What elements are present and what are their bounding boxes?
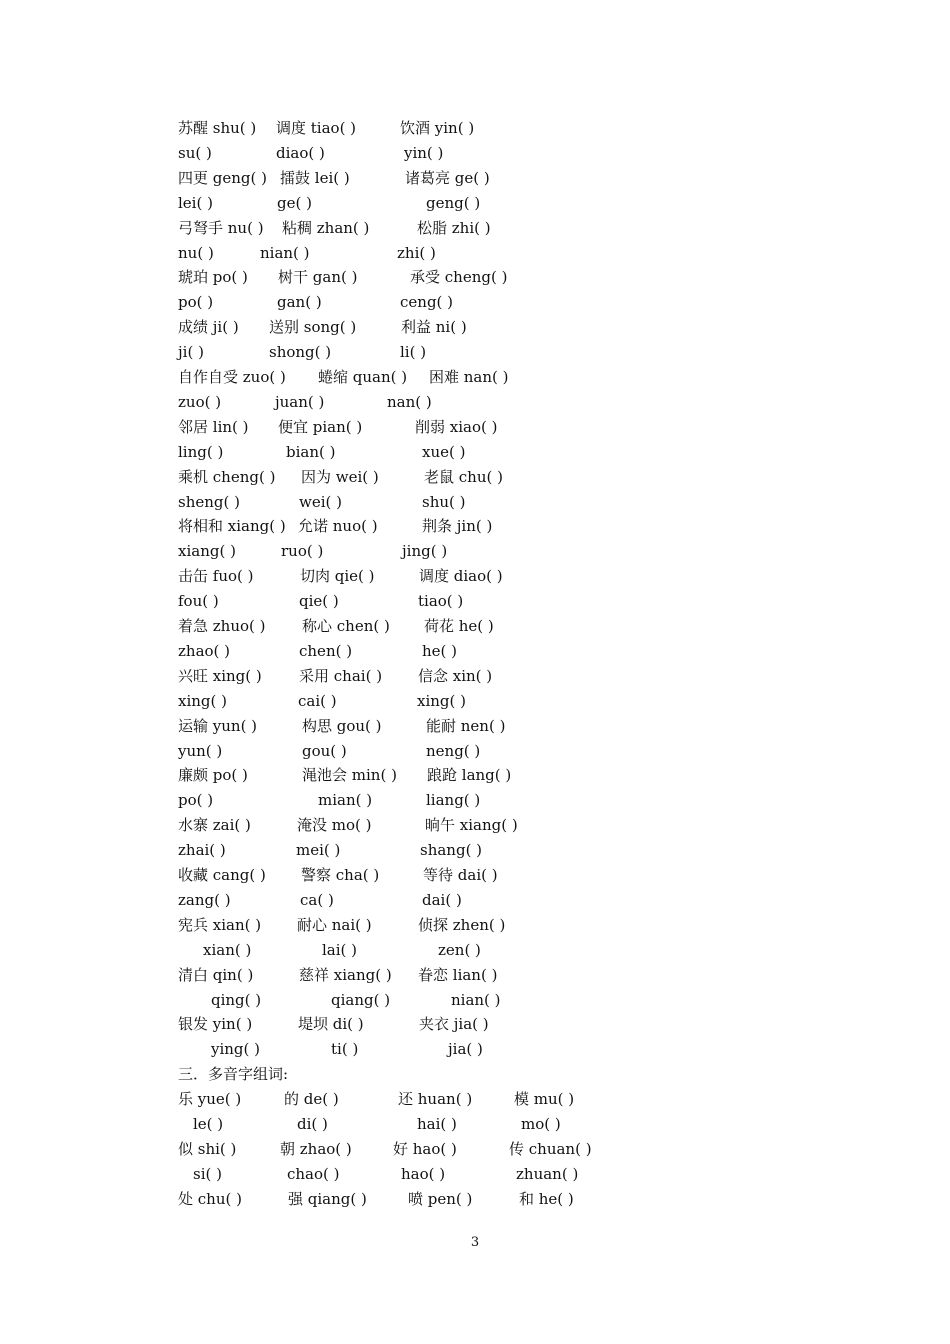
vocab-cell: 采用 chai( ) [299, 666, 383, 685]
vocab-cell: 荆条 jin( ) [422, 517, 493, 536]
vocab-cell: po( ) [178, 791, 214, 810]
vocab-cell: 水寨 zai( ) [178, 816, 251, 835]
vocab-cell: 四更 geng( ) [178, 168, 267, 187]
vocab-cell: xian( ) [203, 940, 252, 959]
vocab-row [0, 116, 950, 141]
vocab-row [0, 988, 950, 1013]
vocab-cell: zuo( ) [178, 392, 222, 411]
vocab-cell: ji( ) [178, 343, 204, 362]
vocab-cell: 荷花 he( ) [424, 617, 494, 635]
polyphone-cell: 朝 zhao( ) [280, 1139, 352, 1158]
polyphone-row [0, 1087, 950, 1112]
vocab-cell: jing( ) [402, 542, 448, 561]
vocab-cell: jia( ) [448, 1040, 483, 1059]
polyphone-cell: zhuan( ) [516, 1164, 579, 1183]
polyphone-row [0, 1112, 950, 1137]
polyphone-cell: 模 mu( ) [514, 1090, 575, 1108]
vocab-cell: xiang( ) [178, 542, 236, 561]
vocab-cell: zang( ) [178, 890, 231, 909]
vocab-row [0, 739, 950, 764]
vocab-row [0, 539, 950, 564]
vocab-cell: 允诺 nuo( ) [298, 517, 378, 536]
vocab-cell: fou( ) [178, 592, 219, 611]
vocab-row [0, 639, 950, 664]
vocab-cell: 擂鼓 lei( ) [280, 168, 350, 187]
vocab-cell: 警察 cha( ) [301, 866, 380, 884]
vocab-row [0, 440, 950, 465]
vocab-cell: 称心 chen( ) [302, 617, 390, 635]
vocab-cell: 蜷缩 quan( ) [318, 368, 408, 386]
vocab-cell: shang( ) [420, 841, 483, 860]
vocab-cell: 树干 gan( ) [278, 268, 358, 287]
vocab-row [0, 1012, 950, 1037]
vocab-cell: dai( ) [422, 890, 462, 909]
vocab-row [0, 465, 950, 490]
vocab-cell: bian( ) [286, 442, 336, 461]
polyphone-cell: 的 de( ) [284, 1090, 339, 1108]
vocab-cell: 成绩 ji( ) [178, 318, 239, 337]
vocab-cell: li( ) [400, 343, 427, 362]
vocab-cell: 弓弩手 nu( ) [178, 218, 264, 237]
vocab-cell: 自作自受 zuo( ) [178, 368, 286, 386]
vocab-cell: 清白 qin( ) [178, 965, 254, 984]
vocab-cell: 邻居 lin( ) [178, 417, 249, 436]
vocab-row [0, 838, 950, 863]
vocab-cell: qing( ) [211, 990, 262, 1009]
polyphone-row [0, 1162, 950, 1187]
vocab-cell: sheng( ) [178, 492, 240, 511]
vocab-cell: 便宜 pian( ) [278, 417, 363, 436]
vocab-cell: 淹没 mo( ) [297, 816, 372, 835]
vocab-cell: yin( ) [404, 143, 444, 162]
vocab-row [0, 1037, 950, 1062]
vocab-cell: 切肉 qie( ) [300, 567, 375, 586]
vocab-row [0, 813, 950, 838]
vocab-cell: 粘稠 zhan( ) [282, 218, 370, 237]
vocab-cell: nan( ) [387, 392, 432, 411]
vocab-cell: po( ) [178, 293, 214, 312]
polyphone-cell: chao( ) [287, 1164, 340, 1183]
vocab-cell: 信念 xin( ) [418, 666, 493, 685]
vocab-cell: 兴旺 xing( ) [178, 666, 262, 685]
vocab-cell: gou( ) [302, 741, 347, 760]
vocab-cell: 着急 zhuo( ) [178, 617, 266, 635]
polyphone-cell: 强 qiang( ) [288, 1189, 367, 1208]
vocab-row [0, 514, 950, 539]
polyphone-cell: 传 chuan( ) [509, 1139, 592, 1158]
polyphone-cell: 乐 yue( ) [178, 1090, 242, 1108]
vocab-cell: ling( ) [178, 442, 224, 461]
vocab-cell: shong( ) [269, 343, 332, 362]
vocab-row [0, 390, 950, 415]
vocab-cell: qiang( ) [331, 990, 391, 1009]
vocab-row [0, 763, 950, 788]
vocab-row [0, 589, 950, 614]
vocab-cell: lai( ) [322, 940, 358, 959]
vocab-cell: 将相和 xiang( ) [178, 517, 286, 536]
vocab-cell: 等待 dai( ) [423, 866, 498, 884]
vocab-row [0, 241, 950, 266]
vocab-cell: wei( ) [299, 492, 342, 511]
vocab-cell: ca( ) [300, 890, 334, 909]
polyphone-cell: 喷 pen( ) [408, 1189, 473, 1208]
polyphone-cell: hao( ) [401, 1164, 446, 1183]
vocab-cell: 老鼠 chu( ) [424, 467, 503, 486]
vocab-row [0, 714, 950, 739]
polyphone-cell: le( ) [193, 1114, 224, 1133]
vocab-cell: 困难 nan( ) [429, 368, 509, 386]
vocab-cell: zen( ) [438, 940, 481, 959]
vocab-cell: 能耐 nen( ) [426, 716, 506, 735]
vocab-cell: 晌午 xiang( ) [425, 816, 518, 835]
polyphone-cell: mo( ) [521, 1114, 561, 1133]
polyphone-cell: 和 he( ) [519, 1189, 574, 1208]
vocab-cell: 击缶 fuo( ) [178, 567, 254, 586]
vocab-row [0, 888, 950, 913]
vocab-cell: ti( ) [331, 1040, 359, 1059]
vocab-cell: ying( ) [211, 1040, 261, 1059]
vocab-row [0, 340, 950, 365]
vocab-cell: 乘机 cheng( ) [178, 467, 276, 486]
section-heading: 三．多音字组词: [178, 1065, 289, 1083]
vocab-row [0, 290, 950, 315]
vocab-cell: nian( ) [260, 243, 310, 262]
vocab-row [0, 689, 950, 714]
polyphone-cell: di( ) [297, 1114, 328, 1133]
polyphone-cell: si( ) [193, 1164, 222, 1183]
vocab-row [0, 216, 950, 241]
vocab-cell: zhao( ) [178, 641, 231, 660]
vocab-cell: ruo( ) [281, 542, 324, 561]
vocab-cell: 诸葛亮 ge( ) [405, 168, 490, 187]
vocab-row [0, 564, 950, 589]
vocab-cell: xing( ) [178, 691, 227, 710]
vocab-row [0, 365, 950, 390]
vocab-cell: 承受 cheng( ) [410, 268, 508, 287]
vocab-cell: qie( ) [299, 592, 339, 611]
vocab-cell: 因为 wei( ) [301, 467, 379, 486]
vocab-row [0, 490, 950, 515]
vocab-cell: ge( ) [277, 193, 312, 212]
vocab-row [0, 265, 950, 290]
vocab-cell: 削弱 xiao( ) [415, 417, 498, 436]
vocab-row [0, 166, 950, 191]
vocab-cell: 收藏 cang( ) [178, 866, 266, 884]
vocab-cell: cai( ) [298, 691, 337, 710]
vocab-cell: geng( ) [426, 193, 481, 212]
vocab-cell: zhai( ) [178, 841, 226, 860]
vocab-cell: 调度 tiao( ) [276, 119, 357, 137]
vocab-cell: juan( ) [275, 392, 325, 411]
vocab-cell: 侦探 zhen( ) [418, 915, 506, 934]
vocab-cell: shu( ) [422, 492, 466, 511]
vocab-cell: liang( ) [426, 791, 481, 810]
vocab-cell: chen( ) [299, 641, 353, 660]
vocab-cell: xing( ) [417, 691, 466, 710]
vocab-row [0, 788, 950, 813]
vocab-cell: mian( ) [318, 791, 373, 810]
vocab-cell: gan( ) [277, 293, 322, 312]
vocab-cell: 调度 diao( ) [419, 567, 503, 586]
polyphone-cell: 处 chu( ) [178, 1189, 242, 1208]
vocab-row [0, 191, 950, 216]
vocab-cell: 苏醒 shu( ) [178, 119, 257, 137]
vocab-row [0, 938, 950, 963]
vocab-cell: lei( ) [178, 193, 213, 212]
vocab-cell: 松脂 zhi( ) [417, 218, 491, 237]
vocab-cell: 琥珀 po( ) [178, 268, 248, 287]
vocab-cell: 耐心 nai( ) [297, 915, 372, 934]
vocab-row [0, 963, 950, 988]
polyphone-cell: 似 shi( ) [178, 1139, 237, 1158]
vocab-cell: 渑池会 min( ) [302, 766, 397, 785]
vocab-row [0, 614, 950, 639]
vocab-row [0, 664, 950, 689]
vocab-cell: 饮酒 yin( ) [400, 119, 475, 137]
vocab-row [0, 863, 950, 888]
vocab-cell: 送别 song( ) [269, 318, 357, 337]
vocab-cell: 利益 ni( ) [401, 318, 467, 337]
vocab-cell: xue( ) [422, 442, 466, 461]
vocab-cell: 夹衣 jia( ) [419, 1015, 489, 1034]
vocab-cell: 构思 gou( ) [302, 716, 382, 735]
vocab-row [0, 141, 950, 166]
vocab-cell: mei( ) [296, 841, 341, 860]
polyphone-cell: 还 huan( ) [398, 1090, 473, 1108]
page-number: 3 [470, 1235, 480, 1250]
vocab-cell: 踉跄 lang( ) [427, 766, 512, 785]
vocab-cell: 运输 yun( ) [178, 716, 258, 735]
vocab-row [0, 415, 950, 440]
vocab-cell: tiao( ) [418, 592, 464, 611]
vocab-cell: nu( ) [178, 243, 214, 262]
vocab-cell: 宪兵 xian( ) [178, 915, 262, 934]
vocab-cell: 堤坝 di( ) [298, 1015, 364, 1034]
vocab-cell: 廉颇 po( ) [178, 766, 248, 785]
vocab-cell: zhi( ) [397, 243, 436, 262]
vocab-cell: he( ) [422, 641, 458, 660]
polyphone-row [0, 1137, 950, 1162]
vocab-cell: 眷恋 lian( ) [418, 965, 498, 984]
vocab-cell: su( ) [178, 143, 212, 162]
vocab-cell: neng( ) [426, 741, 481, 760]
vocab-cell: diao( ) [276, 143, 325, 162]
vocab-row [0, 913, 950, 938]
vocab-cell: yun( ) [178, 741, 223, 760]
vocab-cell: ceng( ) [400, 293, 454, 312]
vocab-cell: nian( ) [451, 990, 501, 1009]
polyphone-row [0, 1187, 950, 1212]
vocab-row [0, 315, 950, 340]
vocab-cell: 慈祥 xiang( ) [299, 965, 392, 984]
polyphone-cell: 好 hao( ) [393, 1139, 457, 1158]
polyphone-cell: hai( ) [417, 1114, 457, 1133]
vocab-cell: 银发 yin( ) [178, 1015, 253, 1034]
